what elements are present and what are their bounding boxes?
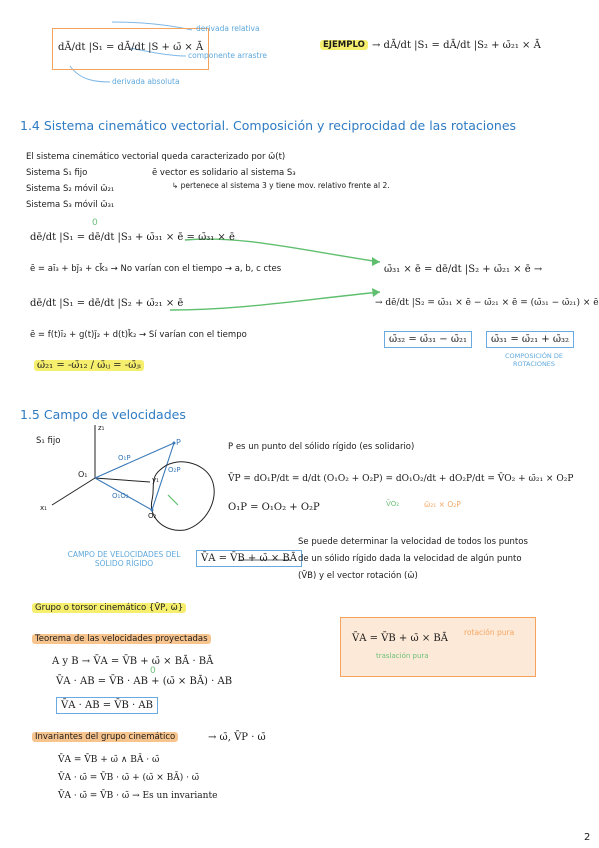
axis-x-label: x₁: [40, 504, 47, 512]
result-w31: ω̄₃₁ = ω̄₂₁ + ω̄₃₂: [486, 331, 574, 348]
page-number: 2: [584, 832, 591, 843]
invariante-line2: V̄A · ω̄ = V̄B · ω̄ + (ω̄ × BĀ) · ω̄: [58, 773, 200, 783]
right-eq2: → dē/dt |S₂ = ω̄₃₁ × ē − ω̄₂₁ × ē = (ω̄₃₁ − ω̄₂₁) × ē: [375, 298, 599, 308]
result-w32: ω̄₃₂ = ω̄₃₁ − ω̄₂₁: [384, 331, 472, 348]
w-cross-note: ω̄₂₁ × O₂P: [424, 500, 461, 509]
main-equation: dĀ/dt |S₁ = dĀ/dt |S + ω̄ × Ā: [52, 28, 209, 70]
pure-motion-equation: V̄A = V̄B + ω̄ × BĀ: [352, 633, 448, 644]
axis-z-label: z₁: [98, 424, 105, 432]
teorema-line1: A y B → V̄A = V̄B + ω̄ × BĀ · BĀ: [52, 656, 214, 667]
campo-text3: (V̄B) y el vector rotación (ω̄): [298, 571, 418, 581]
vo2-note: V̄O₂: [386, 500, 400, 508]
invariante-line3: V̄A · ω̄ = V̄B · ω̄ → Es un invariante: [58, 791, 218, 801]
s14-line2b: ē vector es solidario al sistema S₃: [152, 168, 296, 178]
origin-label: O₁: [78, 470, 88, 479]
s14-eq1-zero-mark: 0: [92, 218, 98, 228]
pure-motion-box: [340, 617, 536, 677]
reciprocity-formula: ω̄₂₁ = -ω̄₁₂ / ω̄ᵢⱼ = -ω̄ⱼᵢ: [34, 360, 144, 371]
s14-line4: Sistema S₃ móvil ω̄₃₁: [26, 200, 115, 210]
example-label: EJEMPLO: [320, 40, 368, 50]
section-1-4-title: 1.4 Sistema cinemático vectorial. Composición y reciprocidad de las rotaciones: [20, 118, 517, 133]
s14-line1: El sistema cinemático vectorial queda caracterizado por ω̄(t): [26, 152, 286, 162]
campo-equation: V̄A = V̄B + ω̄ × BĀ: [196, 550, 302, 567]
campo-note: CAMPO DE VELOCIDADES DEL SÓLIDO RÍGIDO: [67, 550, 181, 568]
s14-line2a: Sistema S₁ fijo: [26, 168, 88, 178]
note-derivada-absoluta: derivada absoluta: [112, 77, 180, 86]
s14-eq4: ē = f(t)ī₂ + g(t)j̄₂ + d(t)k̄₂ → Sí varían con el tiempo: [30, 330, 247, 340]
o2-label: O₂: [148, 512, 157, 520]
position-sum: O₁P = O₁O₂ + O₂P: [228, 502, 320, 513]
teorema-title: Teorema de las velocidades proyectadas: [32, 634, 211, 644]
invariantes-title: Invariantes del grupo cinemático: [32, 732, 178, 742]
p-description: P es un punto del sólido rígido (es solidario): [228, 442, 415, 452]
note-derivada-relativa: derivada relativa: [196, 24, 260, 33]
axis-y-label: y₁: [152, 476, 159, 484]
invariantes-result: → ω̄, V̄P · ω̄: [208, 732, 266, 743]
s14-line3b: ↳ pertenece al sistema 3 y tiene mov. relativo frente al 2.: [172, 181, 390, 190]
teorema-result: V̄A · AB = V̄B · AB: [56, 697, 158, 714]
s14-eq1: dē/dt |S₁ = dē/dt |S₃ + ω̄₃₁ × ē = ω̄₃₁ × ē: [30, 232, 235, 243]
o1p-label: O₁P: [118, 454, 131, 462]
s14-eq3: dē/dt |S₁ = dē/dt |S₂ + ω̄₂₁ × ē: [30, 298, 184, 309]
composition-note: COMPOSICIÓN DE ROTACIONES: [505, 352, 563, 368]
campo-text2: de un sólido rígido dada la velocidad de algún punto: [298, 554, 522, 564]
o1o2-label: O₁O₂: [112, 492, 129, 500]
grupo-cinematico: Grupo o torsor cinemático {V̄P, ω̄}: [32, 603, 186, 613]
right-eq1: ω̄₃₁ × ē = dē/dt |S₂ + ω̄₂₁ × ē →: [384, 264, 543, 275]
velocity-derivation: V̄P = dO₁P/dt = d/dt (O₁O₂ + O₂P) = dO₁O₂/dt + dO₂P/dt = V̄O₂ + ω̄₂₁ × O₂P: [228, 474, 574, 484]
example-equation: → dĀ/dt |S₁ = dĀ/dt |S₂ + ω̄₂₁ × Ā: [372, 40, 541, 51]
invariante-line1: V̄A = V̄B + ω̄ ∧ BĀ · ω̄: [58, 755, 160, 765]
s14-line3a: Sistema S₂ móvil ω̄₂₁: [26, 184, 115, 194]
o2p-label: O₂P: [168, 466, 181, 474]
p-label: P: [176, 438, 181, 447]
s14-eq2: ē = aī₃ + bj̄₃ + ck̄₃ → No varían con el tiempo → a, b, c ctes: [30, 264, 282, 274]
traslacion-note: traslación pura: [376, 652, 429, 660]
campo-text1: Se puede determinar la velocidad de todos los puntos: [298, 537, 528, 547]
teorema-line2: V̄A · AB = V̄B · AB + (ω̄ × BĀ) · AB: [56, 676, 233, 687]
note-componente-arrastre: componente arrastre: [188, 51, 268, 60]
section-1-5-title: 1.5 Campo de velocidades: [20, 407, 186, 422]
teorema-zero-mark: 0: [150, 666, 156, 676]
fixed-frame-label: S₁ fijo: [36, 436, 61, 446]
rotacion-note: rotación pura: [464, 628, 515, 637]
